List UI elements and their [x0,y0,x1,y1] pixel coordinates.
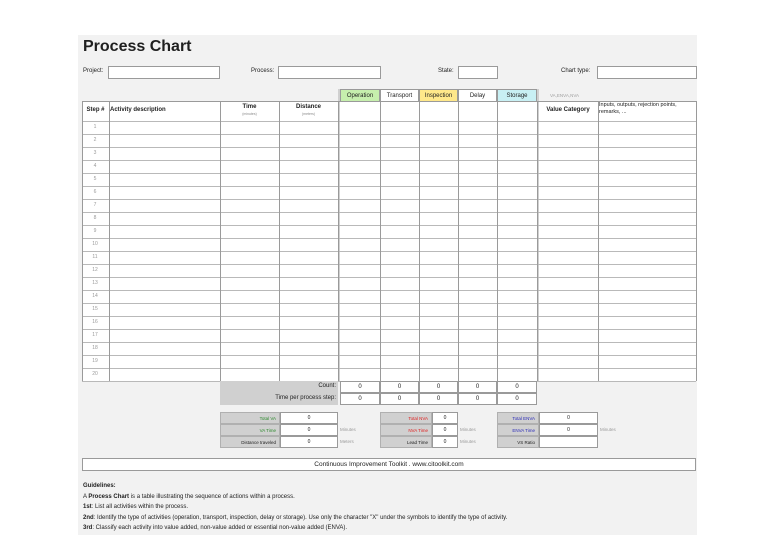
enva-time-value: 0 [539,424,598,436]
step-column-header: Step # [86,107,105,113]
total-va-value: 0 [280,412,338,424]
time-column-header: Time [242,104,257,110]
lead-time-unit: Minutes [460,439,476,444]
column-divider [537,101,538,381]
guideline-1-pre: A [83,493,89,500]
column-divider [380,101,381,381]
column-divider [279,101,280,381]
step-number: 17 [92,332,98,338]
step-number: 19 [92,358,98,364]
vs-ratio-label: VS Ratio [497,436,539,448]
total-enva-value: 0 [539,412,598,424]
project-label: Project: [83,68,104,74]
column-divider [696,101,697,381]
symbol-label: Inspection [424,93,453,99]
step-number: 6 [93,189,97,195]
column-divider [497,101,498,381]
row-divider [82,134,696,135]
time-cell: 0 [380,393,419,405]
nva-time-label: NVA Time [380,424,432,436]
row-divider [82,251,696,252]
time-cell: 0 [340,393,380,405]
step-number: 9 [93,228,97,234]
total-enva-label: Total ENVA [497,412,539,424]
row-divider [82,160,696,161]
row-divider [82,225,696,226]
step-number: 18 [92,345,98,351]
distance-column-header: Distance [295,104,321,110]
column-divider [338,101,339,381]
step-number: 1 [93,124,97,130]
va-time-label: VA Time [220,424,280,436]
symbol-label: Delay [469,93,486,99]
step-number: 5 [93,176,97,182]
activity-column-header: Activity description [110,107,166,113]
step-number: 4 [93,163,97,169]
state-field[interactable] [458,66,498,79]
row-divider [82,290,696,291]
count-cell: 0 [380,381,419,393]
chart-type-label: Chart type: [561,68,591,74]
total-va-label: Total VA [220,412,280,424]
chart-type-field[interactable] [597,66,697,79]
row-divider [82,186,696,187]
row-divider [82,264,696,265]
step-number: 16 [92,319,98,325]
row-divider [82,212,696,213]
symbol-label: Operation [346,93,374,99]
process-label: Process: [251,68,275,74]
step-number: 20 [92,371,98,377]
guidelines-heading: Guidelines: [83,483,116,489]
guideline-2-text: : List all activities within the process. [91,504,189,510]
process-field[interactable] [278,66,381,79]
count-cell: 0 [419,381,458,393]
guideline-3-bold: 2nd [83,514,94,521]
distance-unit: (meters) [301,112,316,116]
step-number: 13 [92,280,98,286]
row-divider [82,238,696,239]
distance-traveled-label: Distance traveled [220,436,280,448]
time-unit: (minutes) [242,112,257,116]
va-time-unit: Minutes [340,427,356,432]
guideline-3-text: : Identify the type of activities (operation, transport, inspection, delay or storage). Use only the character "X" under the symbols to identify the type of activity. [93,514,508,521]
step-number: 3 [93,150,97,156]
distance-unit-label: Meters [340,439,354,444]
count-cell: 0 [340,381,380,393]
guideline-2-bold: 1st [83,504,92,510]
step-number: 15 [92,306,98,312]
column-divider [220,101,221,381]
guideline-4-bold: 3rd [83,525,93,531]
column-divider [458,101,459,381]
column-divider [109,101,110,381]
count-cell: 0 [497,381,537,393]
time-cell: 0 [458,393,497,405]
guideline-1-bold: Process Chart [88,493,130,500]
step-number: 11 [92,254,98,260]
project-field[interactable] [108,66,220,79]
row-divider [82,368,696,369]
row-divider [82,355,696,356]
total-nva-value: 0 [432,412,458,424]
nva-time-unit: Minutes [460,427,476,432]
row-divider [82,303,696,304]
step-number: 10 [92,241,98,247]
nva-time-value: 0 [432,424,458,436]
count-cell: 0 [458,381,497,393]
column-divider [598,101,599,381]
row-divider [82,147,696,148]
process-table [82,101,696,381]
page-title: Process Chart [83,38,192,55]
row-divider [82,121,696,122]
guideline-1-text: is a table illustrating the sequence of actions within a process. [129,493,295,500]
count-label: Count: [318,383,336,389]
step-number: 8 [93,215,97,221]
vs-ratio-value [539,436,598,448]
lead-time-value: 0 [432,436,458,448]
row-divider [82,316,696,317]
row-divider [82,173,696,174]
time-per-step-label: Time per process step: [275,395,336,401]
total-nva-label: Total NVA [380,412,432,424]
symbol-label: Storage [506,93,528,99]
lead-time-label: Lead Time [380,436,432,448]
symbol-label: Transport [386,93,413,99]
guidelines [83,481,507,534]
distance-traveled-value: 0 [280,436,338,448]
header-top-border [82,101,696,102]
value-category-column-header: Value Category [546,107,590,113]
enva-time-unit: Minutes [600,427,616,432]
guideline-4-text: : Classify each activity into value added, non-value added or essential non-value added (ENVA). [92,525,348,531]
column-divider [419,101,420,381]
value-category-hint: VA,ENVA,NVA [550,93,580,98]
time-cell: 0 [419,393,458,405]
va-time-value: 0 [280,424,338,436]
row-divider [82,329,696,330]
time-cell: 0 [497,393,537,405]
row-divider [82,199,696,200]
row-divider [82,342,696,343]
row-divider [82,277,696,278]
state-label: State: [438,68,454,74]
step-number: 12 [92,267,98,273]
enva-time-label: ENVA Time [497,424,539,436]
step-number: 2 [93,137,97,143]
footer-banner: Continuous Improvement Toolkit . www.citoolkit.com [82,458,696,471]
step-number: 14 [92,293,98,299]
step-number: 7 [93,202,97,208]
remarks-column-header: Inputs, outputs, rejection points, remarks, ... [599,102,677,115]
